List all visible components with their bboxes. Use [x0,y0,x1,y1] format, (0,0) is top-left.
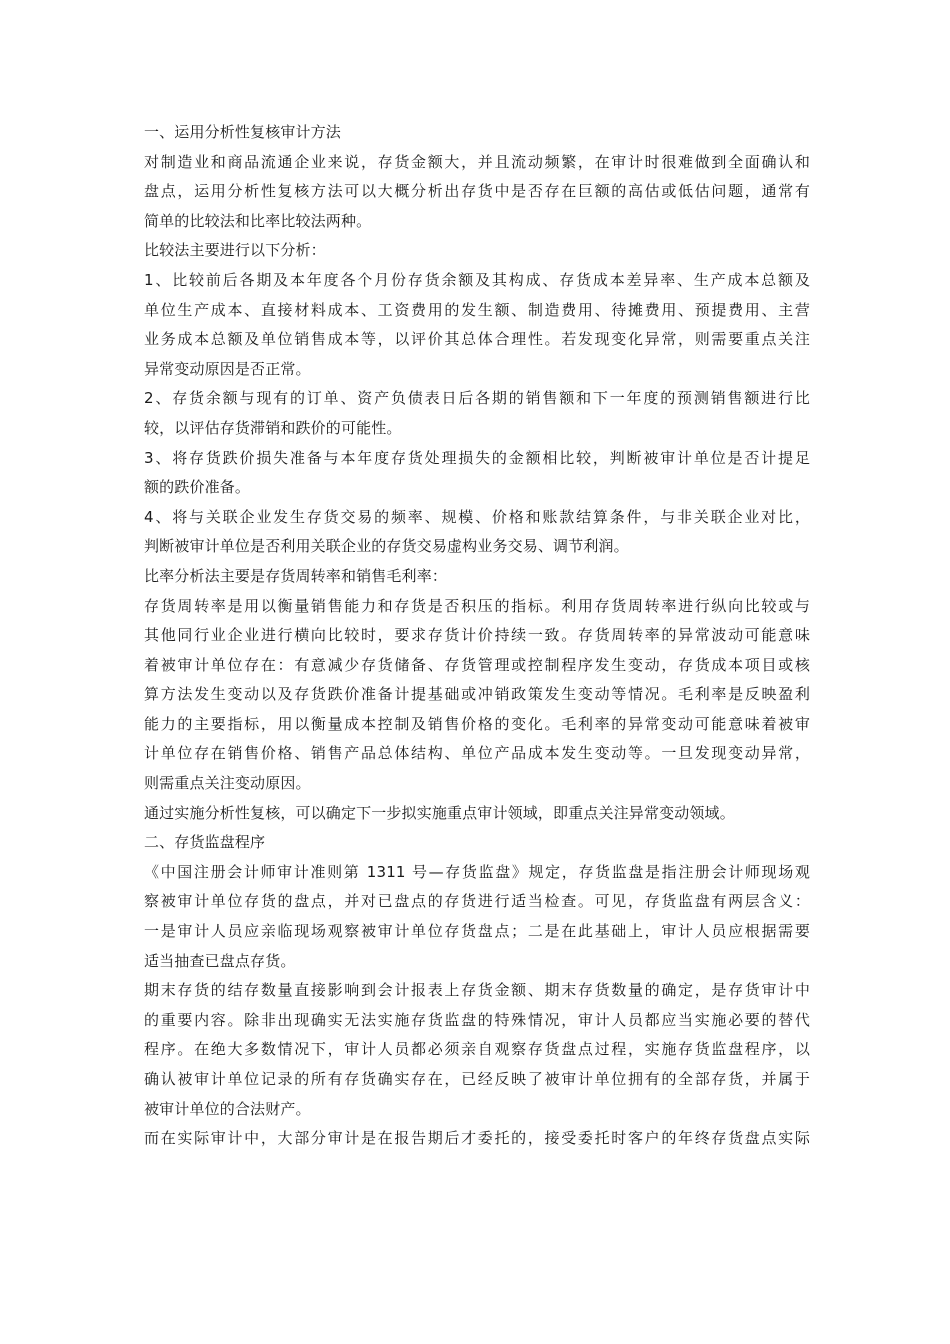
text-line: 额的跌价准备。 [144,478,251,497]
text-line: 适当抽查已盘点存货。 [144,951,296,970]
text-line: 确认被审计单位记录的所有存货确实存在，已经反映了被审计单位拥有的全部存货，并属于 [144,1070,810,1088]
text-line: 2、存货余额与现有的订单、资产负债表日后各期的销售额和下一年度的预测销售额进行比 [144,389,810,408]
text-line: 能力的主要指标，用以衡量成本控制及销售价格的变化。毛利率的异常变动可能意味着被审 [144,714,810,733]
text-line: 判断被审计单位是否利用关联企业的存货交易虚构业务交易、调节利润。 [144,537,629,556]
text-line: 的重要内容。除非出现确实无法实施存货监盘的特殊情况，审计人员都应当实施必要的替代 [144,1010,810,1029]
text-line: 期末存货的结存数量直接影响到会计报表上存货金额、期末存货数量的确定，是存货审计中 [144,981,810,1000]
text-line: 《中国注册会计师审计准则第 1311 号—存货监盘》规定，存货监盘是指注册会计师现场观 [144,862,810,881]
text-line: 简单的比较法和比率比较法两种。 [144,211,372,230]
text-line: 着被审计单位存在：有意减少存货储备、存货管理或控制程序发生变动，存货成本项目或核 [144,655,810,674]
text-line: 存货周转率是用以衡量销售能力和存货是否积压的指标。利用存货周转率进行纵向比较或与 [144,596,810,615]
text-line: 单位生产成本、直接材料成本、工资费用的发生额、制造费用、待摊费用、预提费用、主营 [144,300,810,319]
text-line: 比率分析法主要是存货周转率和销售毛利率： [144,566,448,585]
text-line: 则需重点关注变动原因。 [144,774,311,793]
text-line: 1、比较前后各期及本年度各个月份存货余额及其构成、存货成本差异率、生产成本总额及 [144,270,810,289]
text-line: 对制造业和商品流通企业来说，存货金额大，并且流动频繁，在审计时很难做到全面确认和 [144,152,810,171]
text-line: 比较法主要进行以下分析： [144,241,326,260]
text-line: 异常变动原因是否正常。 [144,359,311,378]
text-line: 通过实施分析性复核，可以确定下一步拟实施重点审计领域，即重点关注异常变动领域。 [144,803,735,822]
section-heading: 一、运用分析性复核审计方法 [144,123,341,141]
section-heading: 二、存货监盘程序 [144,833,266,852]
text-line: 其他同行业企业进行横向比较时，要求存货计价持续一致。存货周转率的异常波动可能意味 [144,626,810,645]
text-line: 被审计单位的合法财产。 [144,1099,311,1118]
text-line: 计单位存在销售价格、销售产品总体结构、单位产品成本发生变动等。一旦发现变动异常， [144,744,810,763]
text-line: 3、将存货跌价损失准备与本年度存货处理损失的金额相比较，判断被审计单位是否计提足 [144,448,810,467]
text-line: 业务成本总额及单位销售成本等，以评价其总体合理性。若发现变化异常，则需要重点关注 [144,330,810,349]
text-line: 算方法发生变动以及存货跌价准备计提基础或冲销政策发生变动等情况。毛利率是反映盈利 [144,685,810,704]
text-line: 较，以评估存货滞销和跌价的可能性。 [144,418,402,437]
text-line: 盘点，运用分析性复核方法可以大概分析出存货中是否存在巨额的高估或低估问题，通常有 [144,182,810,201]
text-line: 察被审计单位存货的盘点，并对已盘点的存货进行适当检查。可见，存货监盘有两层含义： [144,892,810,911]
text-line: 程序。在绝大多数情况下，审计人员都必须亲自观察存货盘点过程，实施存货监盘程序，以 [144,1040,810,1059]
text-line: 而在实际审计中，大部分审计是在报告期后才委托的，接受委托时客户的年终存货盘点实际 [144,1129,810,1148]
document-page [144,118,810,1154]
text-line: 一是审计人员应亲临现场观察被审计单位存货盘点；二是在此基础上，审计人员应根据需要 [144,922,810,941]
text-line: 4、将与关联企业发生存货交易的频率、规模、价格和账款结算条件，与非关联企业对比， [144,507,810,526]
